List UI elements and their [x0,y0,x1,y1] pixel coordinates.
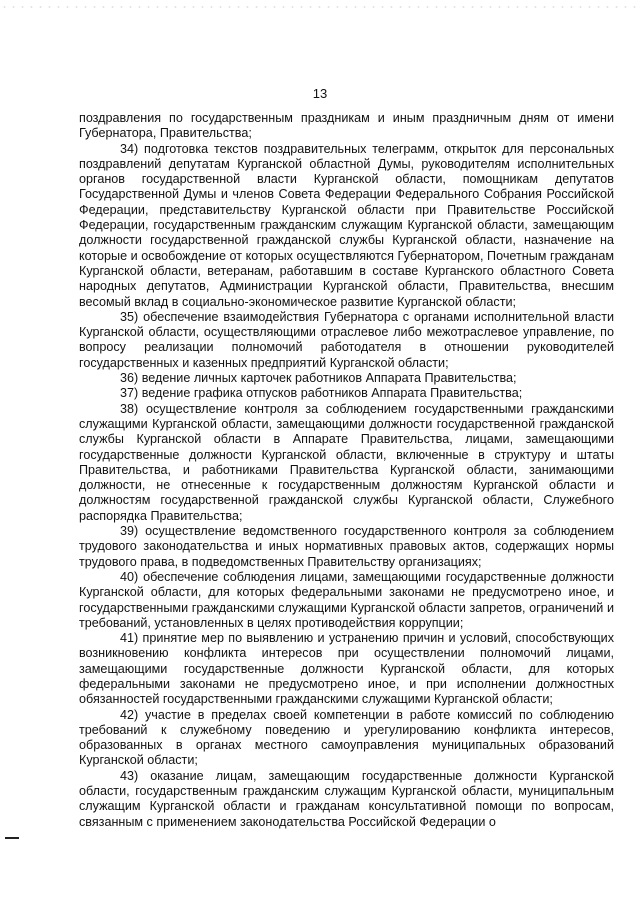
paragraph-item-41: 41) принятие мер по выявлению и устранению причин и условий, способствующих возникновению конфликта интересов при осуществлении полномочий лицами, замещающими государственные должности Курганской области, для которых федеральными законами не предусмотрено иное, и при исполнении должностных обязанностей государственными гражданскими служащими Курганской области; [79,631,614,707]
paragraph-item-38: 38) осуществление контроля за соблюдением государственными гражданскими служащими Курганской области, замещающими должности государственной гражданской службы Курганской области в Аппарате Правительства, лицами, замещающими государственные должности Курганской области, включенные в структуру и штаты Правительства, и работниками Правительства Курганской области, занимающими должности, не отнесенные к государственным должностям Курганской области и должностям государственной гражданской службы Курганской области, Служебного распорядка Правительства; [79,401,614,523]
paragraph-item-42: 42) участие в пределах своей компетенции в работе комиссий по соблюдению требований к служебному поведению и урегулированию конфликта интересов, образованных в органах местного самоуправления муниципальных образований Курганской области; [79,707,614,768]
page-number: 13 [312,86,328,101]
paragraph-item-36: 36) ведение личных карточек работников Аппарата Правительства; [120,371,517,386]
paragraph-item-35: 35) обеспечение взаимодействия Губернатора с органами исполнительной власти Курганской области, осуществляющими отраслевое либо межотраслевое управление, по вопросу реализации полномочий работодателя в отношении руководителей государственных и казенных предприятий Курганской области; [79,309,614,370]
paragraph-item-43: 43) оказание лицам, замещающим государственные должности Курганской области, государственным гражданским служащим Курганской области, муниципальным служащим Курганской области и гражданам консультативной помощи по вопросам, связанным с применением законодательства Российской Федерации о [79,768,614,829]
paragraph-item-34: 34) подготовка текстов поздравительных телеграмм, открыток для персональных поздравлений депутатам Курганской областной Думы, руководителям исполнительных органов государственной власти Курганской области, помощникам депутатов Государственной Думы и членов Совета Федерации Федерального Собрания Российской Федерации, представительству Курганской области при Правительстве Российской Федерации, государственным гражданским служащим Курганской области, замещающим должности государственной гражданской службы Курганской области, назначение на которые и освобождение от которых осуществляются Губернатором, Почетным гражданам Курганской области, ветеранам, работавшим в составе Курганского областного Совета народных депутатов, Администрации Курганской области, Правительства, внесшим весомый вклад в социально-экономическое развитие Курганской области; [79,141,614,309]
margin-mark [5,837,19,839]
paragraph-item-39: 39) осуществление ведомственного государственного контроля за соблюдением трудового законодательства и иных нормативных правовых актов, содержащих нормы трудового права, в подведомственных Правительству организациях; [79,524,614,569]
paragraph-item-40: 40) обеспечение соблюдения лицами, замещающими государственные должности Курганской области, для которых федеральными законами не предусмотрено иное, и государственными гражданскими служащими Курганской области запретов, ограничений и требований, установленных в целях противодействия коррупции; [79,569,614,630]
paragraph-continuation: поздравления по государственным праздникам и иным праздничным дням от имени Губернатора, Правительства; [79,111,614,141]
scan-artifact-top-edge [0,4,640,10]
paragraph-item-37: 37) ведение графика отпусков работников Аппарата Правительства; [120,386,523,401]
document-body [79,111,614,830]
